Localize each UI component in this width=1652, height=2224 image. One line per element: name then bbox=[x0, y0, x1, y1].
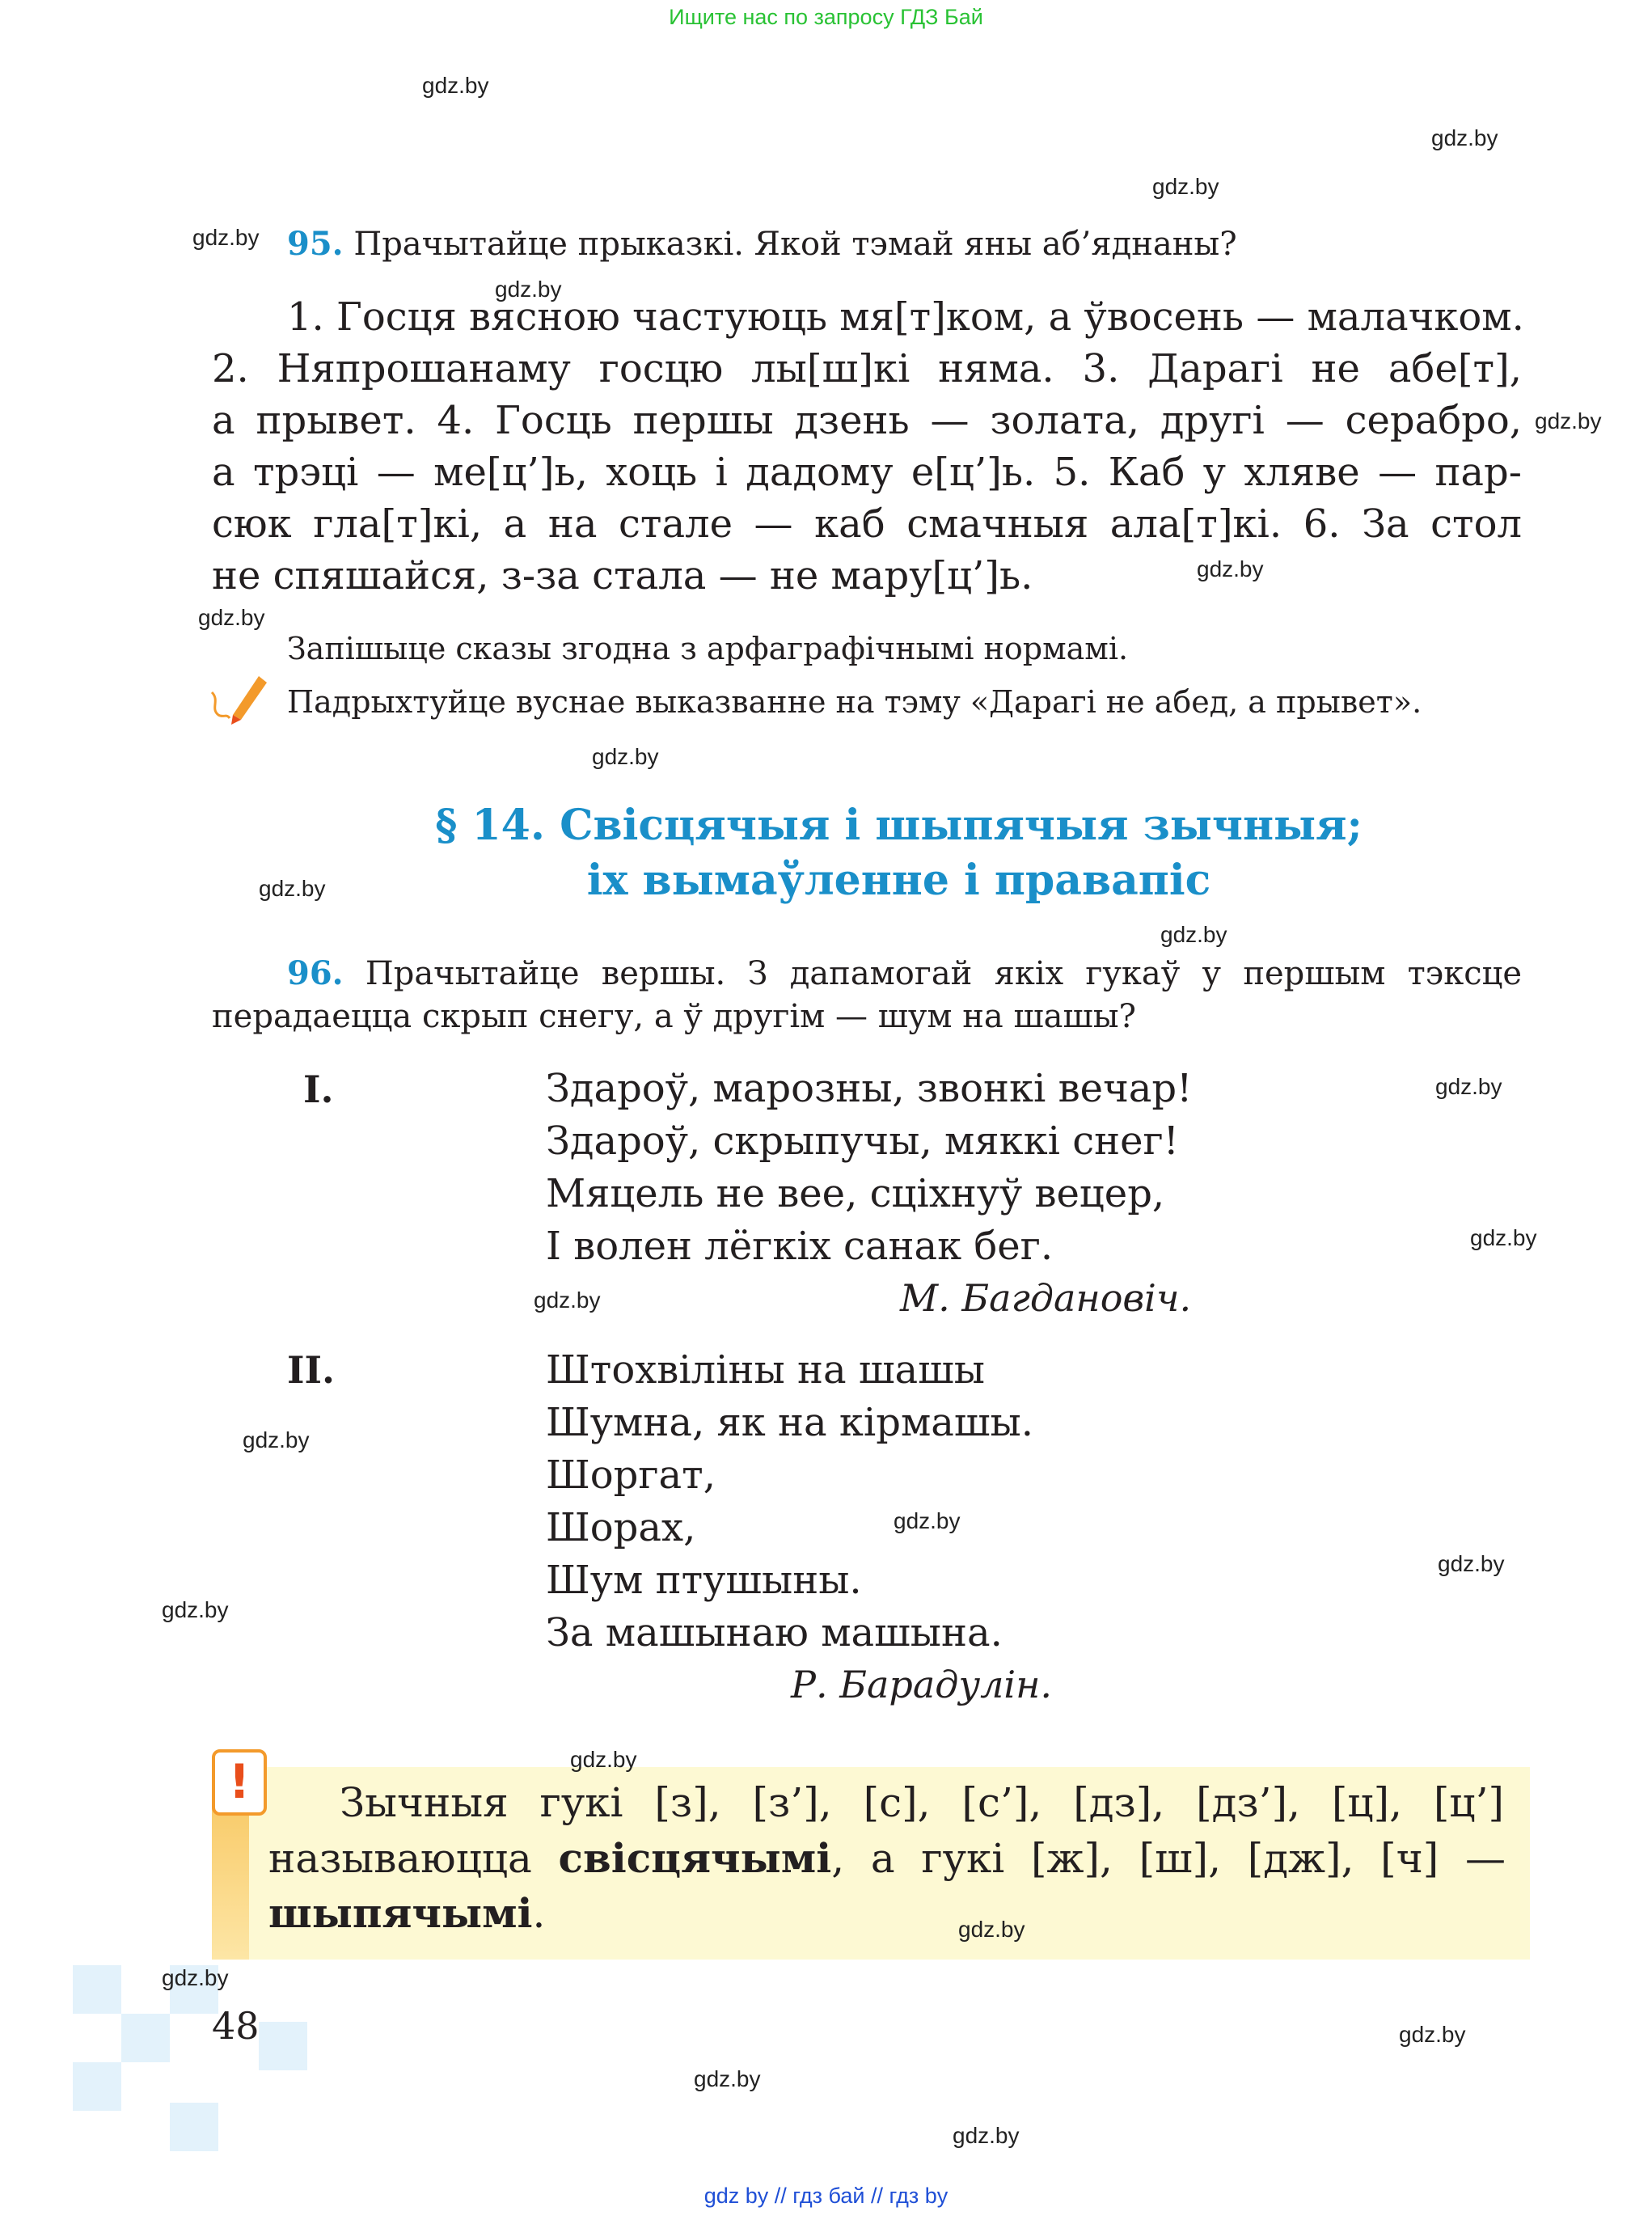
proverb-line: 2. Няпрошанаму госцю лы[ш]кі няма. 3. Дарагі не абе[т], bbox=[212, 346, 1522, 391]
exercise-number: 95. bbox=[287, 225, 344, 263]
poem-label: I. bbox=[303, 1068, 334, 1111]
watermark: gdz.by bbox=[1160, 922, 1227, 947]
section-title-line1: § 14. Свісцячыя і шыпячыя зычныя; bbox=[435, 801, 1363, 850]
proverb-line: 1. Госця вясною частуюць мя[т]ком, а ўвосень — малачком. bbox=[287, 294, 1524, 340]
watermark: gdz.by bbox=[495, 277, 562, 302]
poem-line: Мяцель не вее, сціхнуў вецер, bbox=[546, 1171, 1165, 1216]
watermark: gdz.by bbox=[1152, 174, 1219, 199]
rule-text-line3 bbox=[268, 1889, 1506, 1937]
section-title-line2: іх вымаўленне і правапіс bbox=[586, 856, 1211, 905]
poem-author: Р. Барадулін. bbox=[791, 1663, 1053, 1706]
background-decoration bbox=[259, 2022, 307, 2070]
watermark: gdz.by bbox=[592, 744, 659, 769]
poem-line: І волен лёгкіх санак бег. bbox=[546, 1224, 1054, 1269]
background-decoration bbox=[73, 2062, 121, 2111]
exercise-95-header bbox=[287, 225, 1237, 263]
page-number: 48 bbox=[212, 2004, 260, 2048]
poem-line: Штохвіліны на шашы bbox=[546, 1347, 985, 1393]
rule-term-hushing: шыпячымі bbox=[268, 1889, 533, 1937]
proverb-line: сюк гла[т]кі, а на стале — каб смачныя ала[т]кі. 6. За стол bbox=[212, 501, 1522, 547]
watermark: gdz.by bbox=[422, 73, 489, 98]
watermark: gdz.by bbox=[1431, 125, 1498, 150]
exclamation-glyph: ! bbox=[228, 1754, 251, 1809]
rule-text-line1: Зычныя гукі [з], [з’], [с], [с’], [дз], [дз’], [ц], [ц’] bbox=[340, 1779, 1504, 1826]
watermark: gdz.by bbox=[198, 605, 265, 630]
watermark: gdz.by bbox=[162, 1597, 229, 1622]
exercise-96-header bbox=[287, 954, 1522, 992]
exercise-question: Прачытайце прыказкі. Якой тэмай яны аб’яднаны? bbox=[353, 226, 1237, 263]
poem-line: Шоргат, bbox=[546, 1452, 716, 1498]
poem-line: Шумна, як на кірмашы. bbox=[546, 1400, 1033, 1445]
watermark: gdz.by bbox=[570, 1747, 637, 1772]
watermark: gdz.by bbox=[1535, 408, 1602, 433]
exclamation-icon bbox=[212, 1749, 267, 1816]
rule-text: называюцца bbox=[268, 1835, 559, 1882]
poem-line: Шорах, bbox=[546, 1505, 696, 1550]
proverb-line: а прывет. 4. Госць першы дзень — золата, другі — серабро, bbox=[212, 398, 1522, 443]
poem-line: За машынаю машына. bbox=[546, 1610, 1003, 1655]
proverb-line: не спяшайся, з-за стала — не мару[ц’]ь. bbox=[212, 553, 1033, 598]
watermark: gdz.by bbox=[243, 1427, 310, 1452]
poem-line: Здароў, скрыпучы, мяккі снег! bbox=[546, 1118, 1179, 1164]
watermark: gdz.by bbox=[162, 1965, 229, 1990]
top-note: Ищите нас по запросу ГДЗ Бай bbox=[669, 5, 983, 29]
exercise-question: Прачытайце вершы. З дапамогай якіх гукаў у першым тэксце bbox=[365, 955, 1522, 992]
pen-icon bbox=[209, 668, 273, 729]
watermark: gdz.by bbox=[1470, 1225, 1537, 1250]
watermark: gdz.by bbox=[259, 876, 326, 901]
watermark: gdz.by bbox=[958, 1917, 1025, 1942]
background-decoration bbox=[170, 2103, 218, 2151]
watermark: gdz.by bbox=[1435, 1074, 1502, 1099]
watermark: gdz.by bbox=[694, 2066, 761, 2091]
poem-line: Шум птушыны. bbox=[546, 1558, 862, 1603]
rule-text: . bbox=[532, 1890, 546, 1937]
watermark: gdz.by bbox=[894, 1508, 961, 1533]
watermark: gdz.by bbox=[953, 2123, 1020, 2148]
poem-label: II. bbox=[287, 1348, 336, 1392]
watermark: gdz.by bbox=[534, 1287, 601, 1313]
rule-text-line2 bbox=[268, 1834, 1506, 1882]
proverb-line: а трэці — ме[ц’]ь, хоць і дадому е[ц’]ь. 5. Каб у хляве — пар- bbox=[212, 450, 1522, 495]
poem-line: Здароў, марозны, звонкі вечар! bbox=[546, 1066, 1193, 1111]
watermark: gdz.by bbox=[1399, 2022, 1466, 2047]
exercise-question-line2: перадаецца скрып снегу, а ў другім — шум на шашы? bbox=[212, 998, 1136, 1035]
watermark: gdz.by bbox=[1197, 556, 1264, 581]
bottom-note: gdz by // гдз бай // гдз by bbox=[703, 2184, 949, 2208]
task-write: Запішыце сказы згодна з арфаграфічнымі нормамі. bbox=[287, 631, 1129, 666]
watermark: gdz.by bbox=[192, 225, 260, 250]
background-decoration bbox=[121, 2014, 170, 2062]
poem-author: М. Багдановіч. bbox=[900, 1276, 1192, 1320]
background-decoration bbox=[73, 1965, 121, 2014]
watermark: gdz.by bbox=[1438, 1551, 1505, 1576]
rule-term-sibilant: свісцячымі bbox=[558, 1834, 832, 1882]
task-prepare: Падрыхтуйце вуснае выказванне на тэму «Дарагі не абед, а прывет». bbox=[287, 684, 1422, 720]
exercise-number: 96. bbox=[287, 954, 344, 992]
rule-text: , а гукі [ж], [ш], [дж], [ч] — bbox=[831, 1835, 1506, 1882]
